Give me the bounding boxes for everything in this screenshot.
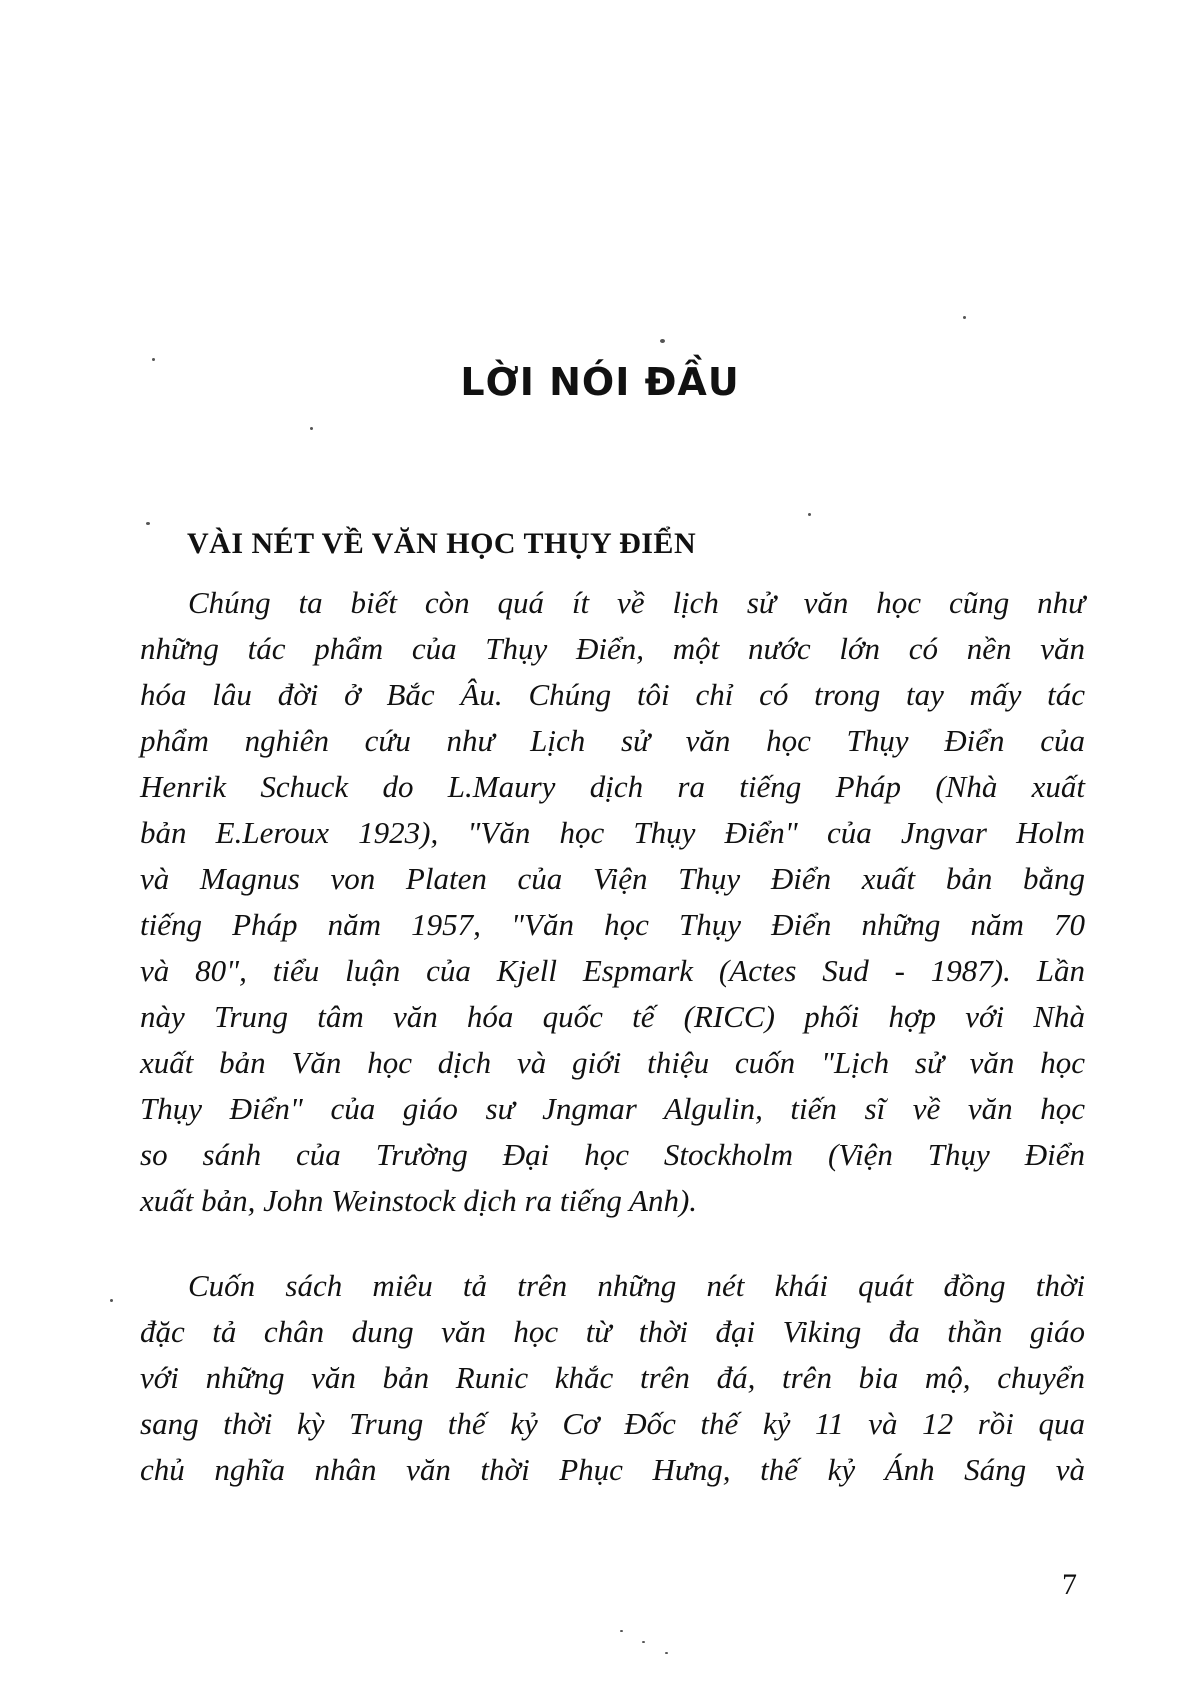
paragraph-line: chủ nghĩa nhân văn thời Phục Hưng, thế kỷ Ánh Sáng và	[140, 1452, 1085, 1487]
paragraph-line: đặc tả chân dung văn học từ thời đại Viking đa thần giáo	[140, 1314, 1085, 1349]
paragraph-line: với những văn bản Runic khắc trên đá, trên bia mộ, chuyển	[140, 1360, 1085, 1395]
paragraph-line: hóa lâu đời ở Bắc Âu. Chúng tôi chỉ có trong tay mấy tác	[140, 677, 1085, 712]
paragraph-line: xuất bản, John Weinstock dịch ra tiếng Anh).	[140, 1183, 698, 1218]
paragraph-line: sang thời kỳ Trung thế kỷ Cơ Đốc thế kỷ 11 và 12 rồi qua	[140, 1406, 1085, 1441]
scan-speck	[665, 1652, 668, 1654]
chapter-title: LỜI NÓI ĐẦU	[460, 360, 740, 404]
scan-speck	[620, 1630, 623, 1632]
paragraph-line: Cuốn sách miêu tả trên những nét khái quát đồng thời	[188, 1268, 1085, 1303]
scan-speck	[642, 1641, 645, 1643]
paragraph-line: này Trung tâm văn hóa quốc tế (RICC) phối hợp với Nhà	[140, 999, 1085, 1034]
paragraph-line: bản E.Leroux 1923), "Văn học Thụy Điển" của Jngvar Holm	[140, 815, 1085, 850]
scan-speck	[152, 358, 155, 361]
scan-speck	[110, 1299, 113, 1302]
paragraph-line: tiếng Pháp năm 1957, "Văn học Thụy Điển những năm 70	[140, 907, 1085, 942]
scan-speck	[146, 522, 150, 525]
scan-speck	[660, 339, 665, 343]
scan-speck	[310, 427, 313, 430]
section-heading: VÀI NÉT VỀ VĂN HỌC THỤY ĐIỂN	[187, 527, 697, 560]
paragraph-2	[140, 1263, 1085, 1493]
paragraph-line: xuất bản Văn học dịch và giới thiệu cuốn "Lịch sử văn học	[140, 1045, 1085, 1080]
paragraph-line: những tác phẩm của Thụy Điển, một nước lớn có nền văn	[140, 631, 1085, 666]
scan-speck	[808, 513, 811, 516]
paragraph-line: Thụy Điển" của giáo sư Jngmar Algulin, tiến sĩ về văn học	[140, 1091, 1085, 1126]
paragraph-line: và 80", tiểu luận của Kjell Espmark (Actes Sud - 1987). Lần	[140, 953, 1085, 988]
scan-speck	[963, 316, 966, 319]
paragraph-line: Chúng ta biết còn quá ít về lịch sử văn học cũng như	[188, 585, 1085, 620]
page-number: 7	[1062, 1568, 1077, 1601]
paragraph-line: và Magnus von Platen của Viện Thụy Điển xuất bản bằng	[140, 861, 1085, 896]
paragraph-line: Henrik Schuck do L.Maury dịch ra tiếng Pháp (Nhà xuất	[140, 769, 1085, 804]
paragraph-line: so sánh của Trường Đại học Stockholm (Viện Thụy Điển	[140, 1137, 1085, 1172]
paragraph-line: phẩm nghiên cứu như Lịch sử văn học Thụy Điển của	[140, 723, 1085, 758]
paragraph-1	[140, 580, 1085, 1224]
